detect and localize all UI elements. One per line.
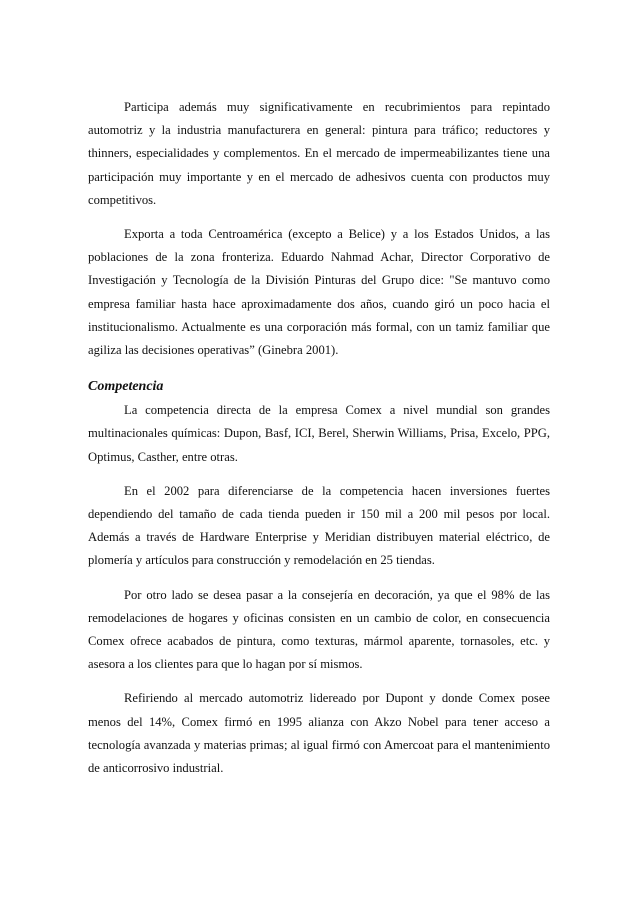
document-page: [88, 96, 550, 791]
paragraph: Exporta a toda Centroamérica (excepto a Belice) y a los Estados Unidos, a las poblaciones de la zona fronteriza. Eduardo Nahmad Achar, Director Corporativo de Investigación y Tecnología de la División Pinturas del Grupo dice: "Se mantuvo como empresa familiar hasta hace aproximadamente dos años, cuando giró un poco hacia el institucionalismo. Actualmente es una corporación más formal, con un tamiz familiar que agiliza las decisiones operativas” (Ginebra 2001).: [88, 227, 550, 358]
paragraph: La competencia directa de la empresa Comex a nivel mundial son grandes multinacionales químicas: Dupon, Basf, ICI, Berel, Sherwin Williams, Prisa, Excelo, PPG, Optimus, Casther, entre otras.: [88, 403, 550, 464]
paragraph: Participa además muy significativamente en recubrimientos para repintado automotriz y la industria manufacturera en general: pintura para tráfico; reductores y thinners, especialidades y complementos. En el mercado de impermeabilizantes tiene una participación muy importante y en el mercado de adhesivos cuenta con productos muy competitivos.: [88, 100, 550, 207]
section-heading: Competencia: [88, 379, 164, 395]
paragraph: Refiriendo al mercado automotriz lidereado por Dupont y donde Comex posee menos del 14%, Comex firmó en 1995 alianza con Akzo Nobel para tener acceso a tecnología avanzada y materias primas; al igual firmó con Amercoat para el mantenimiento de anticorrosivo industrial.: [88, 691, 550, 776]
paragraph: En el 2002 para diferenciarse de la competencia hacen inversiones fuertes dependiendo del tamaño de cada tienda pueden ir 150 mil a 200 mil pesos por local. Además a través de Hardware Enterprise y Meridian distribuyen material eléctrico, de plomería y artículos para construcción y remodelación en 25 tiendas.: [88, 483, 550, 568]
paragraph: Por otro lado se desea pasar a la consejería en decoración, ya que el 98% de las remodelaciones de hogares y oficinas consisten en un cambio de color, en consecuencia Comex ofrece acabados de pintura, como texturas, mármol aparente, tornasoles, etc. y asesora a los clientes para que lo hagan por sí mismos.: [88, 587, 550, 672]
